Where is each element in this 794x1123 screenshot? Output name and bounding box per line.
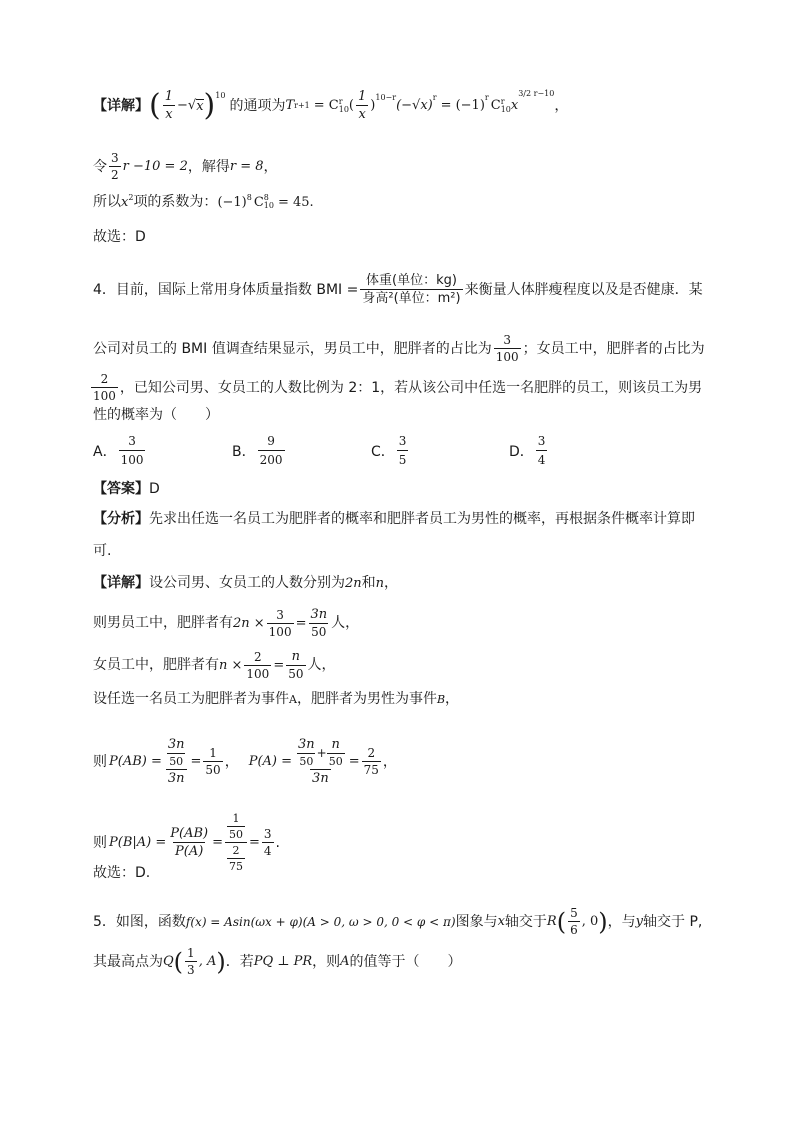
eq: = [212,835,223,850]
coef-line [93,194,314,210]
q5-stem-4: ，与 [607,913,636,930]
eq: = [295,615,307,631]
c2-scripts [501,98,511,114]
c2: C [490,98,501,113]
pab-line [93,738,397,785]
pab-result [203,747,222,776]
female-ratio [91,373,118,402]
pba-result [262,828,274,857]
then: 则 [93,753,107,770]
right-paren: ) [203,87,216,123]
q-tail: , A [198,954,217,969]
let-end: ， [263,158,278,175]
frac-num: 3 [263,827,272,841]
analysis-line2: 可. [93,543,112,559]
c2-sub: 10 [500,104,511,114]
pba-bot [225,842,247,872]
coef-sup8: 8 [246,193,252,202]
comma: ， [554,97,569,114]
female-line [93,650,336,680]
coef-c-sup: 8 [263,193,269,202]
r-frac [568,907,580,936]
x-pow-sup: 3/2 r−10 [518,89,555,98]
term-t: T [285,98,295,113]
q4-choose: 故选：D. [93,865,151,881]
c2-sup: r [500,96,505,106]
general-term-text: 的通项为 [229,97,286,114]
option-letter: D． [509,443,534,460]
frac-num: 1 [358,89,367,104]
comma: ， [382,753,397,770]
frac-num: P(AB) [170,826,209,841]
q5-stem-9: 的值等于（ ） [349,953,462,970]
frac-den: 50 [328,755,343,768]
event-text: 设任选一名员工为肥胖者为事件 [93,691,289,707]
male-ratio [494,334,521,363]
male-frac [267,609,294,638]
frac-den: 50 [299,755,314,768]
prev-detail-line [93,87,569,123]
frac-den: 100 [119,450,146,467]
coef-c: C [253,194,264,210]
pba-frac [168,827,210,858]
frac-num: 1 [232,812,240,825]
frac-num: 3 [503,333,511,347]
var-a: A [340,954,350,969]
pa-result [362,747,381,776]
bmi-den: 身高²(单位：m²) [362,291,461,306]
pow-10r: 10−r [375,93,397,102]
detail-2n: 2n [345,575,362,591]
analysis-line1 [93,512,695,526]
frac-den: 2 [111,168,119,182]
q5-stem-3: 轴交于 [504,913,547,930]
pab-den: 3n [167,771,185,786]
perp-expr: PQ ⊥ PR [253,954,313,969]
coef-formula: (−1) [217,194,247,210]
period: . [275,834,280,851]
coef-eq: = 45. [277,194,314,210]
pab-label: P(AB) = [109,754,162,769]
coef-c-scripts [264,194,274,210]
q5-stem-2: 图象与 [455,913,498,930]
option-fraction [119,434,146,467]
answer-line [93,482,160,496]
frac-num: 2 [100,372,109,386]
pa-t2 [327,738,345,767]
let-prefix: 令 [93,158,107,175]
frac-num: 2 [367,746,376,760]
right-paren: ) [598,907,608,936]
fraction-1-over-x [163,90,175,121]
detail-line1 [93,576,398,590]
fraction-3-2 [109,152,121,181]
comma: ， [224,753,239,770]
q5-stem-5: 轴交于 P, [643,913,703,930]
frac-den: 50 [205,763,221,777]
frac-den: 50 [229,828,243,841]
neg-sqrt: (−√x) [396,98,433,113]
q5-stem-8: ，则 [312,953,341,970]
q4-stem-4: ；女员工中，肥胖者的占比为 [522,340,705,357]
sqrt-icon: √ [187,98,197,113]
r-value: r = 8 [229,159,264,174]
male-result [308,608,329,638]
x-axis: x [497,914,505,929]
eq: = [249,835,260,850]
q4-stem-3: 公司对员工的 BMI 值调查结果显示，男员工中，肥胖者的占比为 [93,340,492,357]
option-letter: A． [93,443,117,460]
let-line [93,152,278,181]
option-b[interactable] [232,434,287,467]
q5-stem-7: ．若 [225,953,254,970]
frac-den: 75 [363,763,379,777]
q4-stem-6: 性的概率为（ ） [93,407,219,423]
plus: + [316,745,327,760]
frac-den: 50 [311,625,327,639]
then: 则 [93,834,107,851]
option-fraction [536,434,548,467]
q5-line1 [93,907,702,936]
bmi-num: 体重(单位：kg) [366,273,457,288]
x-pow: x [510,98,519,113]
male-line [93,608,359,638]
detail-tag: 【详解】 [93,97,149,114]
analysis-text-1: 先求出任选一名员工为肥胖者的概率和肥胖者员工为男性的概率，再根据条件概率计算即 [149,511,695,527]
option-d[interactable] [509,434,549,467]
q4-stem-2: 来衡量人体胖瘦程度以及是否健康．某 [464,281,703,298]
female-expr: n × [219,657,243,673]
frac-num: 1 [187,946,195,960]
frac-den: 6 [570,923,578,937]
frac-num: 3n [167,737,185,752]
q4-stem-5: ，已知公司男、女员工的人数比例为 2：1，若从该公司中任选一名肥胖的员工，则该员工为男 [119,379,703,396]
option-letter: B． [232,443,256,460]
power: 10 [215,91,226,100]
eq1: = C [313,98,339,113]
frac-den: x [165,107,173,122]
left-paren: ( [173,947,184,976]
frac-den: 50 [169,755,184,768]
q4-stem-1: 4．目前，国际上常用身体质量指数 BMI = [93,281,359,298]
paren-close: ) [370,98,376,113]
left-paren: ( [149,87,161,123]
pa-den: 3n [312,771,329,786]
c-sup: r [338,96,343,106]
male-text: 则男员工中，肥胖者有 [93,615,233,631]
pab-num [164,738,189,769]
event-text2: ，肥胖者为男性为事件 [296,691,437,707]
frac-den: x [358,107,366,122]
option-c[interactable] [371,434,410,467]
event-line [93,692,459,706]
frac-den: 100 [268,624,292,639]
frac-den: 5 [397,450,409,467]
q5-stem-6: 其最高点为 [93,953,163,970]
detail-tag: 【详解】 [93,575,149,591]
let-eq: r −10 = 2 [122,159,188,174]
male-unit: 人， [331,615,360,631]
q5-line2 [93,947,462,976]
frac-den: 100 [93,389,116,403]
detail-and: 和 [361,575,376,591]
frac-num: n [331,737,340,752]
option-letter: C． [371,443,395,460]
frac-den: 75 [229,860,243,873]
frac-den: 50 [288,667,304,681]
frac-den: 100 [246,666,270,681]
pba-top [225,813,247,842]
y-axis: y [635,914,644,929]
option-a[interactable] [93,434,147,467]
event-a: A [289,692,297,706]
option-fraction [258,434,285,467]
coef-text2: 项的系数为： [133,194,218,210]
frac-num: 3n [298,737,315,752]
pa-label: P(A) = [248,754,293,769]
pab-frac [164,738,189,785]
frac-num: 3 [276,607,284,622]
frac-den: 3 [187,963,195,977]
detail-n: n [375,575,385,591]
analysis-tag: 【分析】 [93,511,149,527]
paren-open: ( [348,98,354,113]
option-fraction [397,434,409,467]
sqrt-arg: x [196,98,204,114]
eq: = [348,754,360,769]
pba-compound [225,813,247,872]
pa-t1 [296,738,317,767]
c-scripts [339,98,349,114]
c-sub: 10 [338,104,349,114]
event-b: B [436,692,446,706]
frac-num: 3 [111,151,119,165]
term-sub: r+1 [294,100,310,110]
frac-num: 5 [570,906,578,920]
coef-text: 所以 [93,194,121,210]
female-result [286,650,305,680]
coef-sup: 2 [128,193,134,202]
pba-top-inner [227,813,245,840]
frac-den: P(A) [175,844,204,859]
q4-stem-line1 [93,274,703,305]
frac-num: 1 [209,746,217,760]
q4-stem-line3 [89,373,702,402]
bmi-fraction [360,274,462,305]
frac-den: 200 [258,450,285,467]
female-unit: 人， [307,657,336,673]
frac-num: n [291,649,301,664]
frac-den: 100 [495,350,519,364]
answer-value: D [149,481,160,497]
pow-r: r [432,93,437,102]
frac-den: 4 [263,844,272,858]
pab-inner [166,738,187,767]
frac-den: 4 [536,450,548,467]
r-tail: , 0 [581,914,599,929]
frac-num: 2 [254,649,262,664]
male-expr: 2n × [233,615,265,631]
fraction-1x [356,90,368,121]
female-text: 女员工中，肥胖者有 [93,657,219,673]
prev-choose: 故选：D [93,229,146,245]
q-frac [185,947,197,976]
left-paren: ( [556,907,567,936]
frac-num: 3 [537,434,546,448]
pba-label: P(B|A) = [109,835,167,850]
q4-stem-line2 [93,334,705,363]
frac-num: 2 [232,844,240,857]
frac-num: 3n [310,607,328,622]
answer-tag: 【答案】 [93,481,149,497]
detail-end: ， [384,575,399,591]
frac-num: 3 [128,434,136,448]
coef-c-sub: 10 [263,201,274,210]
function-expr: f(x) = Asin(ωx + φ)(A > 0, ω > 0, 0 < φ < π) [185,914,456,929]
point-r: R [546,914,557,929]
q5-stem-1: 5．如图，函数 [93,913,186,930]
pa-frac [294,738,347,785]
coef-x: x [121,194,129,210]
eq: = [190,754,202,769]
frac-num: 9 [267,434,275,448]
frac-num: 1 [164,89,173,104]
female-frac [244,651,271,680]
eq2: = (−1) [440,98,485,113]
detail-text-1: 设公司男、女员工的人数分别为 [149,575,345,591]
event-end: ， [445,691,460,707]
point-q: Q [163,954,174,969]
eq2-sup: r [484,93,489,102]
let-mid: ，解得 [187,158,230,175]
pa-num [294,738,347,769]
eq: = [273,657,285,673]
frac-num: 3 [398,434,407,448]
pba-bot-inner [227,845,245,872]
right-paren: ) [216,947,226,976]
minus: − [177,98,188,113]
pba-line [93,813,280,872]
